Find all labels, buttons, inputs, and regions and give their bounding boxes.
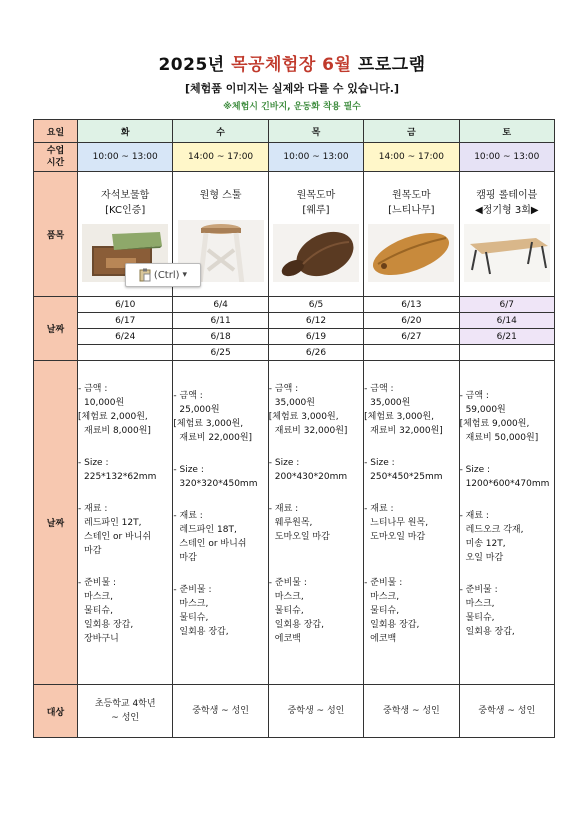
day-row [34,120,555,143]
date-cell: 6/26 [268,345,363,361]
roll-table-icon [464,224,550,282]
date-row [34,345,555,361]
time-tue: 10:00 ~ 13:00 [78,143,173,172]
target-fri: 중학생 ~ 성인 [364,685,459,738]
date-cell: 6/11 [173,313,268,329]
date-cell: 6/18 [173,329,268,345]
time-label: 수업 시간 [34,143,78,172]
item-label: 품목 [34,172,78,297]
item-sat [459,172,554,297]
detail-thu: - 금액 : 35,000원 [체험료 3,000원, 재료비 32,000원] - Size : 200*430*20mm - 재료 : 웨루원목, 도마오일 마감 - 준비물 : 마스크, 물티슈, 일회용 장갑, 에코백 [268,361,363,685]
clipboard-icon [139,268,151,282]
item-thu [268,172,363,297]
detail-wed: - 금액 : 25,000원 [체험료 3,000원, 재료비 22,000원] - Size : 320*320*450mm - 재료 : 레드파인 18T, 스테인 or 바니쉬 마감 - 준비물 : 마스크, 물티슈, 일회용 장갑, [173,361,268,685]
cutting-board-icon [273,224,359,282]
dress-code-note: ※체험시 긴바지, 운동화 착용 필수 [223,102,361,112]
time-row [34,143,555,172]
item-name: 캠핑 롤테이블 ◀정기형 3회▶ [475,189,539,216]
date-row [34,297,555,313]
date-cell: 6/24 [78,329,173,345]
item-name: 원형 스툴 [199,189,242,201]
day-thu: 목 [268,120,363,143]
cutting-board-icon [368,224,454,282]
detail-fri: - 금액 : 35,000원 [체험료 3,000원, 재료비 32,000원] - Size : 250*450*25mm - 재료 : 느티나무 원목, 도마오일 마감 - 준비물 : 마스크, 물티슈, 일회용 장갑, 에코백 [364,361,459,685]
date-cell: 6/25 [173,345,268,361]
detail-label: 날짜 [34,361,78,685]
date-row [34,313,555,329]
item-name: 자석보물함 [KC인증] [101,189,150,216]
time-thu: 10:00 ~ 13:00 [268,143,363,172]
time-sat: 10:00 ~ 13:00 [459,143,554,172]
date-cell: 6/5 [268,297,363,313]
chevron-down-icon: ▾ [182,270,188,280]
date-cell: 6/4 [173,297,268,313]
date-cell: 6/13 [364,297,459,313]
target-wed: 중학생 ~ 성인 [173,685,268,738]
date-cell: 6/10 [78,297,173,313]
date-label: 날짜 [34,297,78,361]
date-cell: 6/27 [364,329,459,345]
day-label: 요일 [34,120,78,143]
target-thu: 중학생 ~ 성인 [268,685,363,738]
target-sat: 중학생 ~ 성인 [459,685,554,738]
item-fri [364,172,459,297]
day-fri: 금 [364,120,459,143]
detail-sat: - 금액 : 59,000원 [체험료 9,000원, 재료비 50,000원] - Size : 1200*600*470mm - 재료 : 레드오크 각재, 미송 12T, 오일 마감 - 준비물 : 마스크, 물티슈, 일회용 장갑, [459,361,554,685]
date-cell [459,345,554,361]
time-wed: 14:00 ~ 17:00 [173,143,268,172]
paste-options-label: (Ctrl) [153,269,180,281]
date-cell [364,345,459,361]
date-cell: 6/7 [459,297,554,313]
date-cell: 6/20 [364,313,459,329]
paste-options-button[interactable] [125,263,201,287]
time-fri: 14:00 ~ 17:00 [364,143,459,172]
date-cell: 6/17 [78,313,173,329]
schedule-table [33,119,555,738]
date-cell: 6/19 [268,329,363,345]
page-title: 2025년 목공체험장 6월 프로그램 [158,55,426,75]
date-cell [78,345,173,361]
item-row [34,172,555,297]
item-name: 원목도마 [웨루] [296,189,336,216]
detail-row [34,361,555,685]
item-name: 원목도마 [느티나무] [388,189,435,216]
target-row [34,685,555,738]
target-label: 대상 [34,685,78,738]
day-wed: 수 [173,120,268,143]
date-row [34,329,555,345]
date-cell: 6/21 [459,329,554,345]
day-sat: 토 [459,120,554,143]
detail-tue: - 금액 : 10,000원 [체험료 2,000원, 재료비 8,000원] - Size : 225*132*62mm - 재료 : 레드파인 12T, 스테인 or 바니쉬 마감 - 준비물 : 마스크, 물티슈, 일회용 장갑, 장바구니 [78,361,173,685]
date-cell: 6/12 [268,313,363,329]
target-tue: 초등학교 4학년 ~ 성인 [78,685,173,738]
day-tue: 화 [78,120,173,143]
date-cell: 6/14 [459,313,554,329]
subtitle: [체험품 이미지는 실제와 다를 수 있습니다.] [184,82,400,95]
